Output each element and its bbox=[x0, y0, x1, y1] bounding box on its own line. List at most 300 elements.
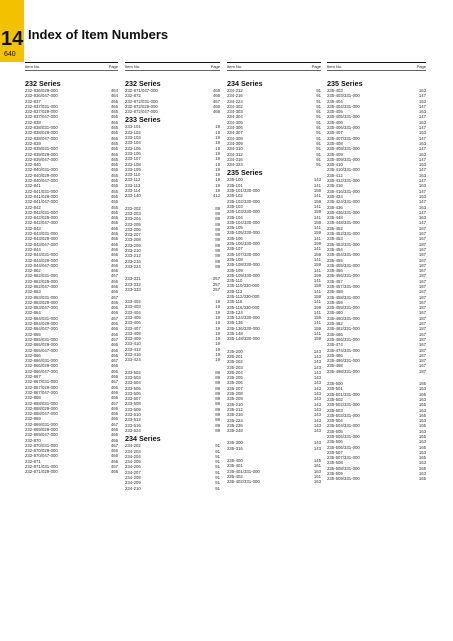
page-header: Page bbox=[311, 64, 321, 69]
item-number: 232-868/031-000 bbox=[25, 400, 58, 406]
item-number: 235-116/330-000 bbox=[227, 304, 260, 310]
item-number: 232-867/031-000 bbox=[25, 379, 58, 385]
page-ref: 165 bbox=[418, 476, 426, 482]
page-ref: 159 bbox=[313, 325, 321, 331]
page-ref: 91 bbox=[316, 109, 321, 115]
item-number: 235-458/331-000 bbox=[327, 294, 360, 300]
page-ref: 91 bbox=[316, 135, 321, 141]
item-number: 235-100 bbox=[227, 177, 243, 183]
item-number: 232-840/029-000 bbox=[25, 172, 58, 178]
item-number: 234-304 bbox=[227, 114, 243, 120]
item-number: 232-864/031-000 bbox=[25, 315, 58, 321]
page-ref: 143 bbox=[313, 396, 321, 402]
item-number: 235-102 bbox=[227, 193, 243, 199]
page-ref: 91 bbox=[215, 448, 220, 454]
item-number: 233-403 bbox=[125, 304, 141, 310]
page-ref: 147 bbox=[418, 209, 426, 215]
page-ref: 187 bbox=[418, 315, 426, 321]
page-ref: 163 bbox=[418, 428, 426, 434]
page-ref: 465 bbox=[110, 98, 118, 104]
item-number: 235-486 bbox=[327, 352, 343, 358]
item-number: 232-838 bbox=[25, 119, 41, 125]
page-ref: 91 bbox=[316, 156, 321, 162]
page-ref: 159 bbox=[313, 272, 321, 278]
page-ref: 147 bbox=[418, 93, 426, 99]
page-ref: 163 bbox=[418, 119, 426, 125]
item-number: 233-524 bbox=[125, 427, 141, 433]
page-ref: 19 bbox=[215, 182, 220, 188]
page-ref: 465 bbox=[110, 204, 118, 210]
item-number: 232-837/029-000 bbox=[25, 109, 58, 115]
page-ref: 465 bbox=[110, 119, 118, 125]
item-number: 233-140 bbox=[125, 193, 141, 199]
page-title: Index of Item Numbers bbox=[28, 27, 169, 42]
page-ref: 465 bbox=[110, 109, 118, 115]
column-header bbox=[125, 62, 220, 71]
item-number: 233-108 bbox=[125, 161, 141, 167]
page-ref: 143 bbox=[313, 428, 321, 434]
page-ref: 141 bbox=[313, 256, 321, 262]
page-ref: 187 bbox=[418, 336, 426, 342]
page-ref: 89 bbox=[215, 374, 220, 380]
item-number: 235-448/331-000 bbox=[327, 220, 360, 226]
item-number: 232-866/031-000 bbox=[25, 358, 58, 364]
index-column-3 bbox=[227, 62, 321, 634]
page-ref: 167 bbox=[418, 278, 426, 284]
page-ref: 19 bbox=[215, 352, 220, 358]
item-number: 234-310 bbox=[227, 146, 243, 152]
item-number: 233-507 bbox=[125, 396, 141, 402]
item-number: 235-454/331-000 bbox=[327, 252, 360, 258]
page-ref: 143 bbox=[313, 391, 321, 397]
page-ref: 91 bbox=[316, 146, 321, 152]
page-ref: 143 bbox=[313, 380, 321, 386]
item-number: 235-300 bbox=[227, 440, 243, 446]
page-ref: 91 bbox=[316, 88, 321, 93]
item-number: 233-516 bbox=[125, 422, 141, 428]
page-ref: 167 bbox=[418, 268, 426, 274]
page-ref: 167 bbox=[418, 236, 426, 242]
page-ref: 467 bbox=[110, 379, 118, 385]
page-ref: 141 bbox=[313, 278, 321, 284]
page-ref: 165 bbox=[418, 444, 426, 450]
item-number: 232-865/029-000 bbox=[25, 342, 58, 348]
page-ref: 91 bbox=[215, 459, 220, 465]
page-ref: 465 bbox=[110, 156, 118, 162]
item-number: 232-844 bbox=[25, 246, 41, 252]
page-ref: 159 bbox=[313, 315, 321, 321]
item-number: 235-502 bbox=[327, 396, 343, 402]
page-ref: 143 bbox=[313, 385, 321, 391]
item-number: 233-333 bbox=[125, 286, 141, 292]
item-number: 232-840/031-000 bbox=[25, 167, 58, 173]
item-number: 232-836/047-000 bbox=[25, 93, 58, 99]
page-ref: 466 bbox=[110, 299, 118, 305]
page-ref: 147 bbox=[418, 220, 426, 226]
item-number: 233-503 bbox=[125, 374, 141, 380]
page-ref: 19 bbox=[215, 314, 220, 320]
item-number: 232-844/047-000 bbox=[25, 262, 58, 268]
page-ref: 19 bbox=[215, 330, 220, 336]
item-number: 235-504/331-000 bbox=[327, 423, 360, 429]
page-ref: 465 bbox=[110, 225, 118, 231]
item-number: 235-203 bbox=[227, 364, 243, 370]
index-row bbox=[227, 162, 321, 167]
item-number: 232-839/047-000 bbox=[25, 156, 58, 162]
item-number: 235-503 bbox=[327, 407, 343, 413]
page-ref: 91 bbox=[215, 475, 220, 480]
page-ref: 165 bbox=[418, 465, 426, 471]
page-ref: 187 bbox=[418, 283, 426, 289]
page-ref: 467 bbox=[110, 421, 118, 427]
column-header bbox=[327, 62, 426, 71]
item-number: 235-502/331-000 bbox=[327, 402, 360, 408]
page-ref: 465 bbox=[110, 220, 118, 226]
page-ref: 465 bbox=[110, 188, 118, 194]
page-ref: 466 bbox=[110, 246, 118, 252]
page-ref: 91 bbox=[215, 464, 220, 470]
page-ref: 143 bbox=[313, 369, 321, 375]
item-number: 232-844/031-000 bbox=[25, 252, 58, 258]
page-ref: 163 bbox=[418, 471, 426, 477]
item-number: 235-412/331-000 bbox=[327, 178, 360, 184]
item-number: 235-448 bbox=[327, 215, 343, 221]
column-header bbox=[25, 62, 118, 71]
item-number: 232-871/047-000 bbox=[125, 88, 158, 93]
item-number: 232-869/031-000 bbox=[25, 421, 58, 427]
item-number: 232-872/031-000 bbox=[125, 98, 158, 104]
item-number: 233-512 bbox=[125, 417, 141, 423]
page-ref: 89 bbox=[215, 390, 220, 396]
item-number: 233-406 bbox=[125, 320, 141, 326]
item-number: 232-869 bbox=[25, 416, 41, 422]
item-number: 232-862/047-000 bbox=[25, 283, 58, 289]
item-number: 233-105 bbox=[125, 145, 141, 151]
item-number: 235-457/331-000 bbox=[327, 283, 360, 289]
item-number: 235-405 bbox=[327, 109, 343, 115]
page-ref: 143 bbox=[313, 440, 321, 446]
item-number: 232-841 bbox=[25, 183, 41, 189]
page-ref: 167 bbox=[418, 246, 426, 252]
item-number: 233-107 bbox=[125, 156, 141, 162]
page-ref: 163 bbox=[313, 468, 321, 474]
series-title: 235 Series bbox=[327, 79, 363, 88]
item-number: 235-108/330-000 bbox=[227, 262, 260, 268]
page-ref: 159 bbox=[313, 283, 321, 289]
page-ref: 89 bbox=[215, 210, 220, 216]
page-ref: 466 bbox=[110, 347, 118, 353]
page-ref: 19 bbox=[215, 188, 220, 194]
item-number: 233-113 bbox=[125, 182, 141, 188]
page-ref: 167 bbox=[418, 231, 426, 237]
page-ref: 467 bbox=[110, 294, 118, 300]
page-ref: 159 bbox=[313, 262, 321, 268]
page-ref: 91 bbox=[215, 485, 220, 491]
page-ref: 91 bbox=[316, 98, 321, 104]
item-number: 232-863 bbox=[25, 289, 41, 295]
page-ref: 187 bbox=[418, 294, 426, 300]
page-ref: 466 bbox=[110, 389, 118, 395]
page-ref: 466 bbox=[110, 469, 118, 475]
item-number: 232-843/029-000 bbox=[25, 236, 58, 242]
item-number: 233-216 bbox=[125, 258, 141, 264]
page-ref: 163 bbox=[418, 449, 426, 455]
item-number: 233-112 bbox=[125, 177, 141, 183]
item-number: 234-224 bbox=[227, 98, 243, 104]
page-ref: 19 bbox=[215, 320, 220, 326]
index-row bbox=[125, 109, 220, 114]
item-number: 235-206 bbox=[227, 380, 243, 386]
item-number: 235-462 bbox=[327, 321, 343, 327]
page-ref: 147 bbox=[418, 114, 426, 120]
item-number: 233-409 bbox=[125, 336, 141, 342]
item-number: 232-862 bbox=[25, 268, 41, 274]
item-number: 235-454 bbox=[327, 246, 343, 252]
item-number: 233-101 bbox=[125, 124, 141, 130]
page-ref: 465 bbox=[110, 167, 118, 173]
page-ref: 147 bbox=[418, 178, 426, 184]
item-number: 235-455 bbox=[327, 257, 343, 263]
group-spacer bbox=[227, 342, 321, 349]
item-number: 233-103 bbox=[125, 135, 141, 141]
page-ref: 167 bbox=[418, 299, 426, 305]
page-ref: 143 bbox=[313, 445, 321, 451]
item-number: 235-104/330-000 bbox=[227, 219, 260, 225]
page-ref: 89 bbox=[215, 237, 220, 243]
item-number: 235-224 bbox=[227, 417, 243, 423]
page-ref: 159 bbox=[313, 293, 321, 299]
series-title: 234 Series bbox=[125, 434, 161, 444]
page-ref: 163 bbox=[418, 407, 426, 413]
item-number: 235-403 bbox=[327, 88, 343, 93]
item-number: 233-209 bbox=[125, 242, 141, 248]
page-ref: 19 bbox=[215, 135, 220, 141]
page-ref: 19 bbox=[215, 177, 220, 183]
page-ref: 19 bbox=[215, 124, 220, 130]
page-ref: 91 bbox=[316, 140, 321, 146]
page-ref: 19 bbox=[215, 357, 220, 363]
item-number: 235-501/331-000 bbox=[327, 391, 360, 397]
page-ref: 465 bbox=[110, 151, 118, 157]
item-number: 234-202 bbox=[125, 443, 141, 449]
page-ref: 165 bbox=[418, 412, 426, 418]
item-number: 233-510 bbox=[125, 412, 141, 418]
item-number: 233-203 bbox=[125, 210, 141, 216]
page-ref: 167 bbox=[418, 310, 426, 316]
item-number: 235-453 bbox=[327, 236, 343, 242]
item-number: 235-408 bbox=[327, 140, 343, 146]
item-number: 232-843 bbox=[25, 225, 41, 231]
item-number: 233-504 bbox=[125, 380, 141, 386]
item-number: 235-107 bbox=[227, 246, 243, 252]
item-number: 232-871/029-000 bbox=[25, 469, 58, 475]
page-ref: 147 bbox=[418, 125, 426, 131]
item-number: 233-208 bbox=[125, 237, 141, 243]
item-number: 232-841/031-000 bbox=[25, 188, 58, 194]
page-ref: 143 bbox=[313, 359, 321, 365]
page-ref: 89 bbox=[215, 396, 220, 402]
item-number: 232-862/029-000 bbox=[25, 278, 58, 284]
item-number: 235-452/331-000 bbox=[327, 231, 360, 237]
item-number: 235-409 bbox=[327, 151, 343, 157]
page-ref: 468 bbox=[212, 109, 220, 115]
group-spacer bbox=[125, 269, 220, 276]
page-ref: 467 bbox=[110, 273, 118, 279]
page-ref: 187 bbox=[418, 326, 426, 332]
page-ref: 89 bbox=[215, 417, 220, 423]
item-no-header: Item No. bbox=[327, 64, 343, 69]
item-number: 234-305 bbox=[227, 119, 243, 125]
item-number: 235-400 bbox=[227, 458, 243, 463]
item-number: 235-409/331-000 bbox=[327, 156, 360, 162]
page-ref: 161 bbox=[313, 473, 321, 479]
item-number: 235-452 bbox=[327, 225, 343, 231]
item-number: 235-101/330-000 bbox=[227, 188, 260, 194]
page-ref: 159 bbox=[313, 251, 321, 257]
index-row bbox=[327, 476, 426, 481]
page-ref: 165 bbox=[418, 423, 426, 429]
page-ref: 466 bbox=[110, 268, 118, 274]
item-number: 232-867 bbox=[25, 374, 41, 380]
item-number: 235-410/331-000 bbox=[327, 167, 360, 173]
page-ref: 465 bbox=[110, 135, 118, 141]
item-number: 235-504 bbox=[327, 418, 343, 424]
item-number: 234-212 bbox=[227, 88, 243, 93]
item-number: 233-505 bbox=[125, 385, 141, 391]
item-number: 232-840 bbox=[25, 162, 41, 168]
page-ref: 19 bbox=[215, 299, 220, 305]
item-number: 235-403/331-000 bbox=[327, 93, 360, 99]
page-ref: 163 bbox=[418, 439, 426, 445]
item-number: 233-207 bbox=[125, 232, 141, 238]
item-number: 235-316 bbox=[227, 445, 243, 451]
item-number: 235-248 bbox=[227, 428, 243, 434]
item-no-header: Item No. bbox=[227, 64, 243, 69]
item-number: 235-456/331-000 bbox=[327, 273, 360, 279]
item-number: 235-410 bbox=[327, 162, 343, 168]
item-number: 235-404/331-000 bbox=[327, 103, 360, 109]
item-number: 234-207 bbox=[125, 469, 141, 475]
page-ref: 466 bbox=[110, 432, 118, 438]
series-title: 235 Series bbox=[227, 168, 263, 178]
item-number: 235-105/330-000 bbox=[227, 230, 260, 236]
page-ref: 466 bbox=[110, 384, 118, 390]
page-ref: 467 bbox=[110, 464, 118, 470]
page-ref: 143 bbox=[313, 406, 321, 412]
page-ref: 466 bbox=[110, 368, 118, 374]
page-ref: 143 bbox=[313, 353, 321, 359]
page-ref: 465 bbox=[110, 146, 118, 152]
item-number: 235-466 bbox=[327, 331, 343, 337]
page-ref: 89 bbox=[215, 253, 220, 259]
item-number: 235-459 bbox=[327, 299, 343, 305]
item-number: 235-136 bbox=[227, 320, 243, 326]
page-ref: 19 bbox=[215, 346, 220, 352]
page-ref: 466 bbox=[212, 93, 220, 99]
page-ref: 143 bbox=[313, 401, 321, 407]
page-ref: 466 bbox=[110, 326, 118, 332]
page-ref: 466 bbox=[110, 331, 118, 337]
item-number: 235-457 bbox=[327, 278, 343, 284]
item-number: 235-210 bbox=[227, 401, 243, 407]
page-ref: 89 bbox=[215, 216, 220, 222]
page-ref: 147 bbox=[418, 167, 426, 173]
item-number: 234-309 bbox=[227, 140, 243, 146]
series-title: 232 Series bbox=[25, 79, 61, 88]
item-number: 232-867/047-000 bbox=[25, 389, 58, 395]
item-number: 233-106 bbox=[125, 150, 141, 156]
page-ref: 19 bbox=[215, 129, 220, 135]
item-number: 233-508 bbox=[125, 401, 141, 407]
item-number: 235-109 bbox=[227, 267, 243, 273]
item-number: 235-501 bbox=[327, 386, 343, 392]
item-number: 232-862/031-000 bbox=[25, 273, 58, 279]
page-ref: 466 bbox=[110, 453, 118, 459]
item-number: 233-408 bbox=[125, 330, 141, 336]
item-number: 235-401 bbox=[227, 463, 243, 469]
page-ref: 19 bbox=[215, 325, 220, 331]
item-number: 232-870/047-000 bbox=[25, 453, 58, 459]
item-number: 235-460 bbox=[327, 310, 343, 316]
page-ref: 167 bbox=[418, 363, 426, 369]
page-ref: 159 bbox=[313, 241, 321, 247]
item-number: 232-841/029-000 bbox=[25, 193, 58, 199]
page-ref: 143 bbox=[313, 348, 321, 354]
page-ref: 465 bbox=[110, 125, 118, 131]
page-ref: 465 bbox=[110, 172, 118, 178]
item-number: 232-842/031-000 bbox=[25, 209, 58, 215]
page-ref: 19 bbox=[215, 336, 220, 342]
section-number: 14 bbox=[1, 28, 24, 50]
page-ref: 165 bbox=[418, 455, 426, 461]
item-number: 235-407 bbox=[327, 130, 343, 136]
page-ref: 141 bbox=[313, 299, 321, 305]
page-ref: 89 bbox=[215, 427, 220, 433]
page-ref: 465 bbox=[110, 130, 118, 136]
page-header: Page bbox=[108, 64, 118, 69]
page-ref: 466 bbox=[110, 416, 118, 422]
page-ref: 466 bbox=[110, 405, 118, 411]
page-ref: 465 bbox=[110, 241, 118, 247]
page-ref: 466 bbox=[110, 321, 118, 327]
page-ref: 466 bbox=[110, 278, 118, 284]
item-number: 235-124/330-000 bbox=[227, 315, 260, 321]
page-ref: 163 bbox=[418, 193, 426, 199]
item-number: 232-863/031-000 bbox=[25, 294, 58, 300]
item-number: 233-506 bbox=[125, 390, 141, 396]
item-number: 233-404 bbox=[125, 309, 141, 315]
page-ref: 89 bbox=[215, 242, 220, 248]
item-number: 233-205 bbox=[125, 221, 141, 227]
page-ref: 19 bbox=[215, 304, 220, 310]
item-number: 232-843/031-000 bbox=[25, 231, 58, 237]
item-number: 235-207 bbox=[227, 385, 243, 391]
item-number: 234-216 bbox=[227, 93, 243, 99]
item-number: 235-103 bbox=[227, 203, 243, 209]
item-number: 233-407 bbox=[125, 325, 141, 331]
page-ref: 187 bbox=[418, 262, 426, 268]
group-spacer bbox=[125, 292, 220, 299]
item-number: 232-837 bbox=[25, 98, 41, 104]
series-title: 232 Series bbox=[125, 79, 161, 88]
page-ref: 467 bbox=[110, 358, 118, 364]
page-ref: 141 bbox=[313, 193, 321, 199]
page-ref: 165 bbox=[418, 402, 426, 408]
item-number: 235-436/331-000 bbox=[327, 209, 360, 215]
page-ref: 163 bbox=[418, 183, 426, 189]
item-number: 232-844/029-000 bbox=[25, 257, 58, 263]
page-ref: 89 bbox=[215, 422, 220, 428]
